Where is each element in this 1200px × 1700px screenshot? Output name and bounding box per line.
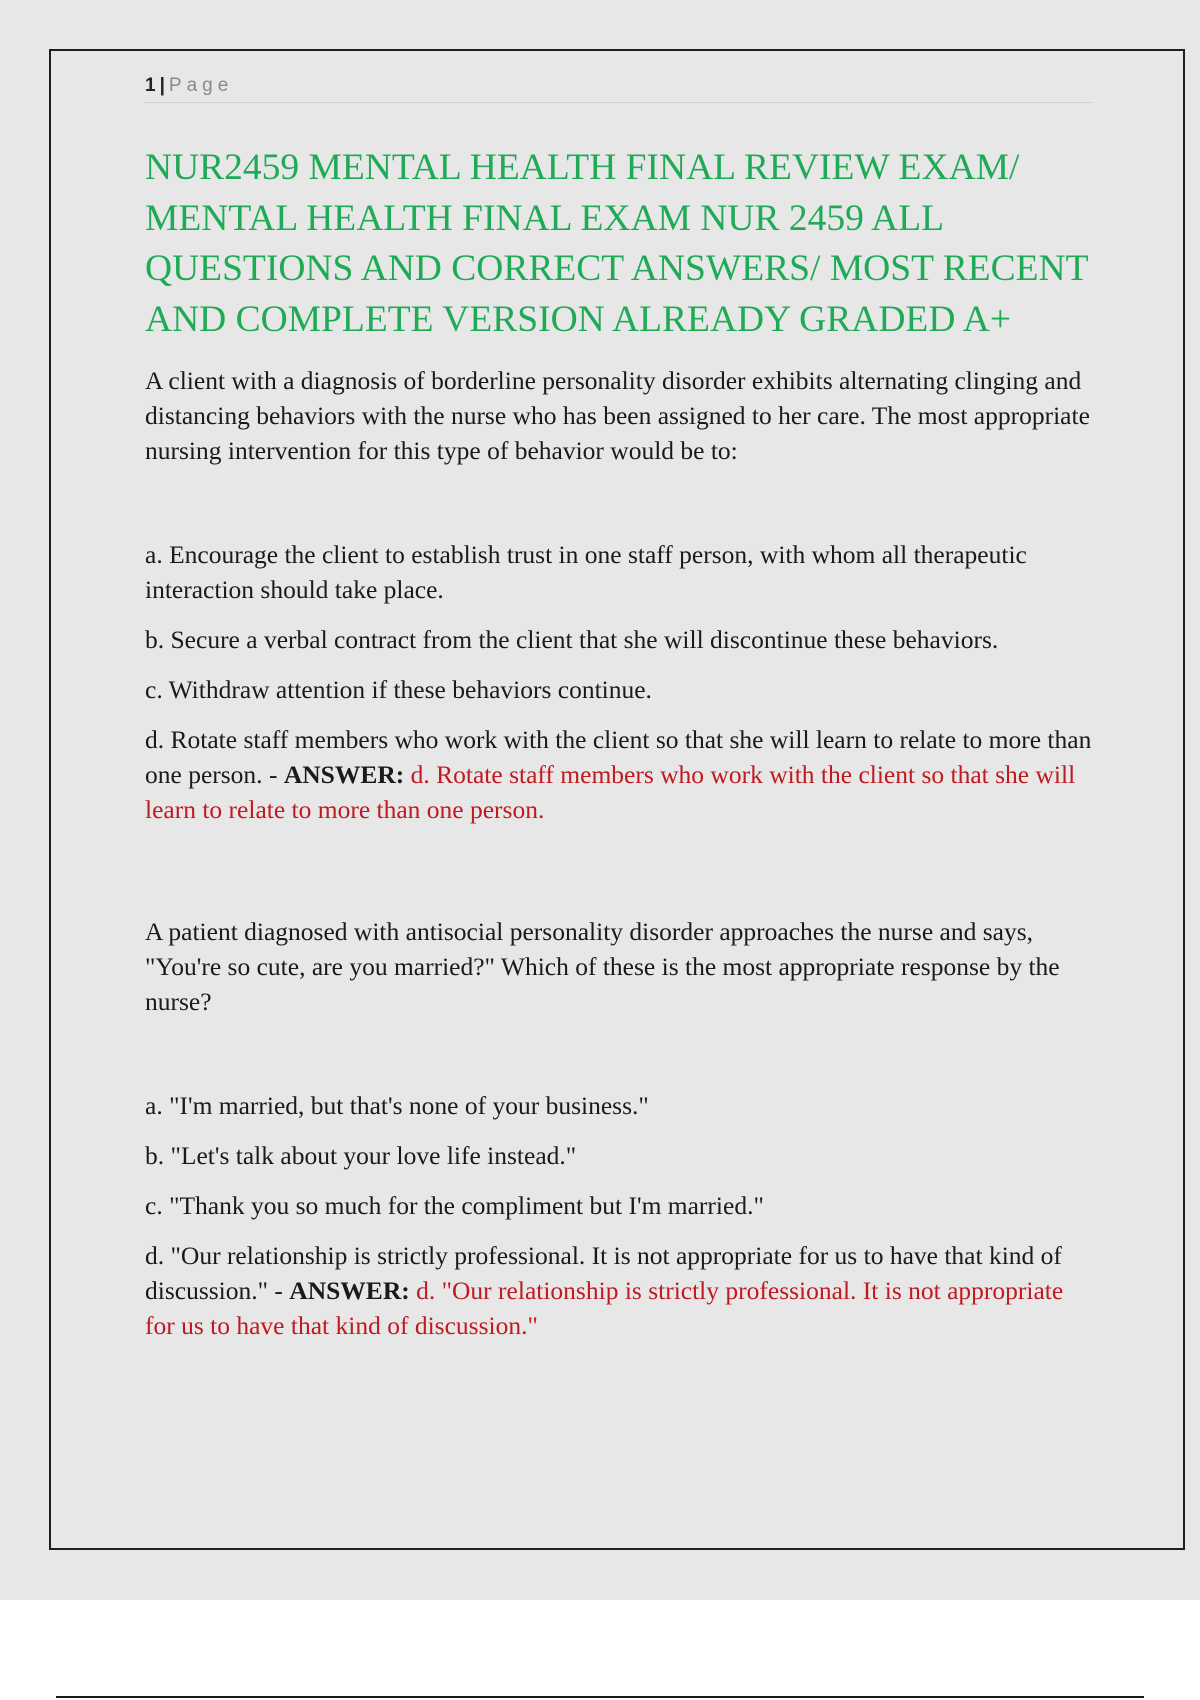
question-2-option-d: [145, 1238, 1093, 1343]
question-2-option-b: b. "Let's talk about your love life instead.": [145, 1141, 577, 1170]
next-page-rule: [56, 1696, 1144, 1698]
question-2-option-a: a. "I'm married, but that's none of your business.": [145, 1091, 649, 1120]
question-2-option-d-text: d. "Our relationship is strictly professional. It is not appropriate for us to have that kind of discussion.": [145, 1241, 1062, 1305]
next-page-area: [0, 1600, 1200, 1700]
question-1-option-d-text: d. Rotate staff members who work with the client so that she will learn to relate to more than one person.: [145, 725, 1092, 789]
question-1-option-c: c. Withdraw attention if these behaviors continue.: [145, 675, 652, 704]
question-2-option-c: c. "Thank you so much for the compliment but I'm married.": [145, 1191, 764, 1220]
question-1-answer-prefix: -: [262, 760, 284, 789]
page-number-separator: |: [159, 75, 165, 96]
question-1-option-a: a. Encourage the client to establish trust in one staff person, with whom all therapeutic interaction should take place.: [145, 540, 1027, 604]
question-2-answer-text: d. "Our relationship is strictly professional. It is not appropriate for us to have that kind of discussion.": [145, 1276, 1064, 1340]
question-2-answer-prefix: -: [268, 1276, 290, 1305]
question-1-stem: A client with a diagnosis of borderline personality disorder exhibits alternating clinging and distancing behaviors with the nurse who has been assigned to her care. The most appropriate nursing intervention for this type of behavior would be to:: [145, 366, 1090, 465]
document-title: NUR2459 MENTAL HEALTH FINAL REVIEW EXAM/ MENTAL HEALTH FINAL EXAM NUR 2459 ALL QUESTIONS AND CORRECT ANSWERS/ MOST RECENT AND COMPLETE VERSION ALREADY GRADED A+: [145, 147, 1088, 340]
question-1-option-b: b. Secure a verbal contract from the client that she will discontinue these behaviors.: [145, 625, 999, 654]
question-2-stem: A patient diagnosed with antisocial personality disorder approaches the nurse and says, "You're so cute, are you married?" Which of these is the most appropriate response by the nurse?: [145, 917, 1060, 1016]
question-1-answer-text: d. Rotate staff members who work with the client so that she will learn to relate to more than one person.: [145, 760, 1076, 824]
page-number: 1: [145, 75, 156, 96]
page-header: [145, 74, 1093, 103]
page-word: Page: [168, 75, 234, 96]
question-1-answer-label: ANSWER:: [283, 760, 405, 789]
document-content: [145, 143, 1093, 1358]
question-1-option-d: [145, 722, 1093, 827]
question-2-answer-label: ANSWER:: [289, 1276, 410, 1305]
